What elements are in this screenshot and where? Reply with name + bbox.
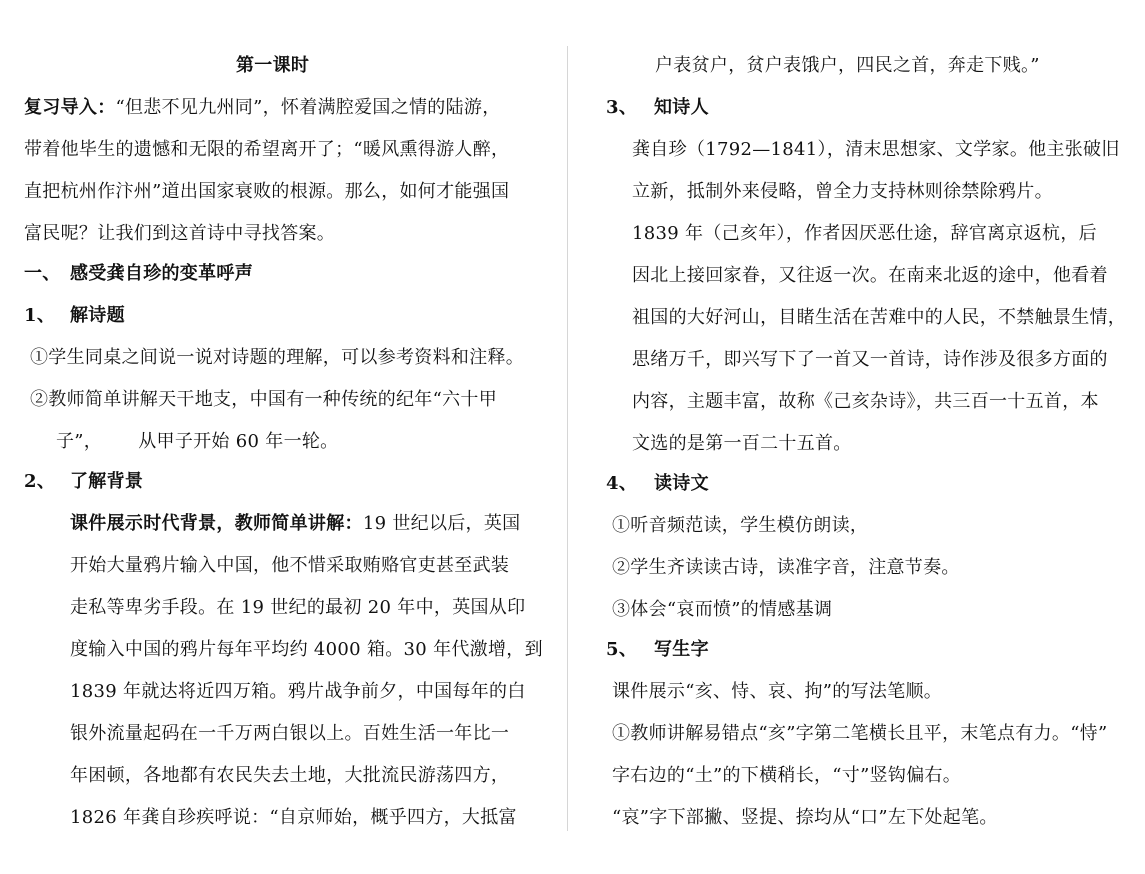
item5-line-4: “哀”字下部撇、竖提、捺均从“口”左下处起笔。 <box>612 807 998 828</box>
item1-line-1: ①学生同桌之间说一说对诗题的理解，可以参考资料和注释。 <box>30 347 525 368</box>
item3-line-7: 内容，主题丰富，故称《己亥杂诗》，共三百一十五首，本 <box>632 391 1099 412</box>
item3-line-4: 因北上接回家眷，又往返一次。在南来北返的途中，他看着 <box>632 265 1108 286</box>
item5-line-1: 课件展示“亥、恃、哀、拘”的写法笔顺。 <box>612 681 943 702</box>
item-heading-5: 5、 写生字 <box>606 639 709 660</box>
continuation-line: 户表贫户，贫户表饿户，四民之首，奔走下贱。” <box>655 55 1040 76</box>
item2-line-7: 年困顿，各地都有农民失去土地，大批流民游荡四方， <box>70 765 510 786</box>
item2-line-6: 银外流量起码在一千万两白银以上。百姓生活一年比一 <box>70 723 510 744</box>
intro-line-1: 复习导入：“但悲不见九州同”，怀着满腔爱国之情的陆游， <box>24 97 501 118</box>
item1-line-2: ②教师简单讲解天干地支，中国有一种传统的纪年“六十甲 <box>30 389 497 410</box>
item2-line-1: 课件展示时代背景，教师简单讲解：19 世纪以后，英国 <box>70 513 521 534</box>
item3-line-1: 龚自珍（1792—1841），清末思想家、文学家。他主张破旧 <box>632 139 1120 160</box>
intro-line-2: 带着他毕生的遗憾和无限的希望离开了；“暖风熏得游人醉， <box>24 139 510 160</box>
column-divider <box>567 46 568 831</box>
item5-line-3: 字右边的“土”的下横稍长，“寸”竖钩偏右。 <box>612 765 962 786</box>
item-heading-4: 4、 读诗文 <box>606 473 709 494</box>
page-title: 第一课时 <box>236 55 310 76</box>
item3-line-8: 文选的是第一百二十五首。 <box>632 433 852 454</box>
item2-line-3: 走私等卑劣手段。在 19 世纪的最初 20 年中，英国从印 <box>70 597 526 618</box>
item3-line-6: 思绪万千，即兴写下了一首又一首诗，诗作涉及很多方面的 <box>632 349 1108 370</box>
item-heading-1: 1、 解诗题 <box>24 305 125 326</box>
item-heading-3: 3、 知诗人 <box>606 97 709 118</box>
item3-line-2: 立新，抵制外来侵略，曾全力支持林则徐禁除鸦片。 <box>632 181 1053 202</box>
item2-line-2: 开始大量鸦片输入中国，他不惜采取贿赂官吏甚至武装 <box>70 555 510 576</box>
item2-lead: 课件展示时代背景，教师简单讲解： <box>70 513 363 534</box>
intro-label: 复习导入： <box>24 97 116 118</box>
item4-line-1: ①听音频范读，学生模仿朗读， <box>612 515 869 536</box>
intro-line-4: 富民呢？让我们到这首诗中寻找答案。 <box>24 223 336 244</box>
item2-line-5: 1839 年就达将近四万箱。鸦片战争前夕，中国每年的白 <box>70 681 526 702</box>
item1-line-3: 子”， 从甲子开始 60 年一轮。 <box>56 431 339 452</box>
section-heading-1: 一、 感受龚自珍的变革呼声 <box>24 263 253 284</box>
item4-line-3: ③体会“哀而愤”的情感基调 <box>612 599 833 620</box>
item2-line-8: 1826 年龚自珍疾呼说：“自京师始，概乎四方，大抵富 <box>70 807 517 828</box>
item3-line-5: 祖国的大好河山，目睹生活在苦难中的人民，不禁触景生情， <box>632 307 1127 328</box>
item3-line-3: 1839 年（己亥年），作者因厌恶仕途，辞官离京返杭，后 <box>632 223 1097 244</box>
item2-line-4: 度输入中国的鸦片每年平均约 4000 箱。30 年代激增，到 <box>70 639 543 660</box>
item-heading-2: 2、 了解背景 <box>24 471 144 492</box>
intro-line-3: 直把杭州作汴州”道出国家衰败的根源。那么，如何才能强国 <box>24 181 510 202</box>
item4-line-2: ②学生齐读读古诗，读准字音，注意节奏。 <box>612 557 960 578</box>
item5-line-2: ①教师讲解易错点“亥”字第二笔横长且平，末笔点有力。“恃” <box>612 723 1108 744</box>
